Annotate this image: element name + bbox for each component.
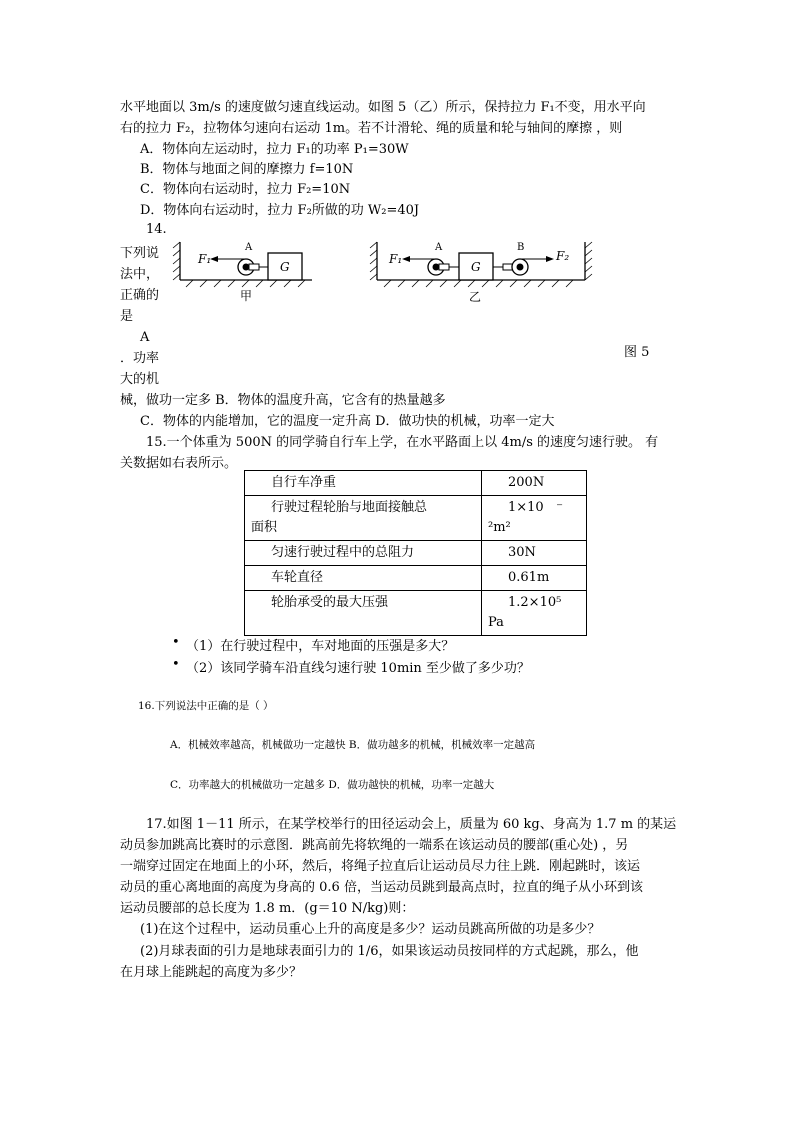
q14-line-a: 械，做功一定多 B．物体的温度升高，它含有的热量越多 [120,393,446,408]
q17-line-1: 17.如图 1－11 所示，在某学校举行的田径运动会上，质量为 60 kg、身高为 1.7 m 的某运 [146,817,677,832]
label-yi: 乙 [469,290,482,304]
table-row [245,496,587,541]
q15-line-1: 15.一个体重为 500N 的同学骑自行车上学，在水平路面上以 4m/s 的速度匀速行驶。 有 [146,435,659,450]
table-cell-item: 车轮直径 [245,566,482,591]
figure-yi [370,242,592,304]
table-cell-item: 行驶过程轮胎与地面接触总 面积 [245,496,482,541]
q13-option-b: B．物体与地面之间的摩擦力 f=10N [140,162,354,177]
table-cell-value: 200N [482,471,587,496]
q16-stem: 16.下列说法中正确的是（ ） [138,700,274,712]
q15-sub-2: • （2）该同学骑车沿直线匀速行驶 10min 至少做了多少功？ [186,657,530,676]
q14-col-7: 大的机 [120,372,160,387]
q13-option-a: A．物体向左运动时，拉力 F₁的功率 P₁=30W [140,142,409,157]
q16-line-ab: A．机械效率越高，机械做功一定越快 B．做功越多的机械，机械效率一定越高 [170,739,536,751]
label-a: A [245,242,253,253]
label-g: G [280,260,290,274]
q17-sub-2-line-1: (2)月球表面的引力是地球表面引力的 1/6，如果该运动员按同样的方式起跳，那么，他 [140,944,639,959]
label-yi-g: G [471,260,481,274]
q13-option-d: D．物体向右运动时，拉力 F₂所做的功 W₂=40J [140,203,420,218]
table-row [245,541,587,566]
table-cell-value: 1.2×10⁵ Pa [482,591,587,636]
q13-option-c: C．物体向右运动时，拉力 F₂=10N [140,182,351,197]
table-row [245,591,587,636]
figure-jia [173,242,312,303]
label-b: B [517,242,525,253]
table-cell-value: 1×10 ⁻ ²m² [482,496,587,541]
table-cell-item: 匀速行驶过程中的总阻力 [245,541,482,566]
q14-line-b: C．物体的内能增加，它的温度一定升高 D．做功快的机械，功率一定大 [140,414,555,429]
table-cell-item: 轮胎承受的最大压强 [245,591,482,636]
bicycle-data-table [244,470,587,636]
q14-number: 14. [146,222,167,237]
q14-col-2: 法中， [120,267,160,282]
q17-sub-1: (1)在这个过程中，运动员重心上升的高度是多少？运动员跳高所做的功是多少？ [140,922,601,937]
q17-sub-2-line-2: 在月球上能跳起的高度为多少？ [120,965,303,980]
table-row [245,471,587,496]
q14-col-6: ．功率 [120,351,160,366]
label-yi-f1: F₁ [389,252,403,266]
q17-line-5: 运动员腰部的总长度为 1.8 m．(g＝10 N/kg)则： [120,901,415,916]
q14-col-1: 下列说 [120,246,160,261]
figure-caption: 图 5 [624,345,650,360]
label-f2: F₂ [556,249,570,263]
q17-line-4: 动员的重心离地面的高度为身高的 0.6 倍，当运动员跳到最高点时，拉直的绳子从小环到该 [120,880,643,895]
q14-col-5: A [140,330,150,345]
table-cell-value: 0.61m [482,566,587,591]
label-f1: F₁ [198,252,212,266]
q17-line-2: 动员参加跳高比赛时的示意图．跳高前先将软绳的一端系在该运动员的腰部(重心处) ，另 [120,838,629,853]
label-yi-a: A [435,242,443,253]
label-jia: 甲 [240,289,253,303]
figure-5 [170,236,600,312]
q14-col-3: 正确的 [120,288,160,303]
q13-line-2: 右的拉力 F₂，拉物体匀速向右运动 1m。若不计滑轮、绳的质量和轮与轴间的摩擦 ，则 [120,121,623,136]
q15-line-2: 关数据如右表所示。 [120,456,238,471]
q17-line-3: 一端穿过固定在地面上的小环，然后，将绳子拉直后让运动员尽力往上跳．刚起跳时，该运 [120,859,641,874]
q14-col-4: 是 [120,309,134,324]
table-cell-item: 自行车净重 [245,471,482,496]
q16-line-cd: C．功率越大的机械做功一定越多 D．做功越快的机械，功率一定越大 [170,779,495,791]
q13-line-1: 水平地面以 3m/s 的速度做匀速直线运动。如图 5（乙）所示，保持拉力 F₁不变，用水平向 [120,100,646,115]
q15-sub-1: • （1）在行驶过程中，车对地面的压强是多大？ [186,635,454,654]
table-cell-value: 30N [482,541,587,566]
table-row [245,566,587,591]
